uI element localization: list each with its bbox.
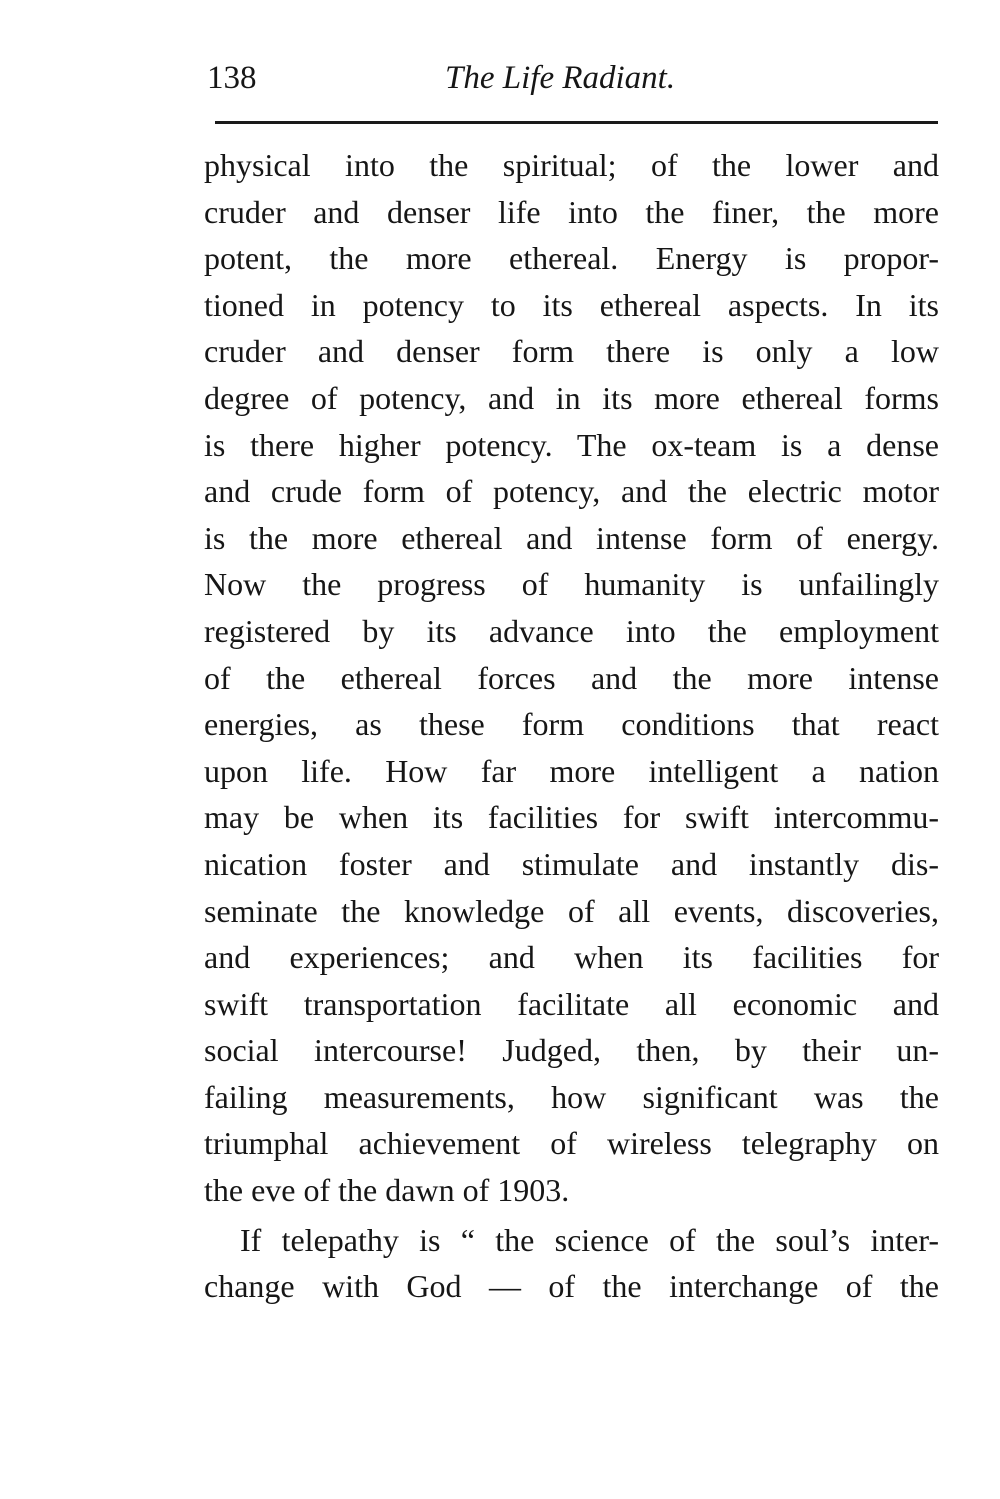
text-line: triumphal achievement of wireless telegraphy on — [204, 1125, 939, 1162]
text-line: tioned in potency to its ethereal aspects. In its — [204, 286, 939, 323]
text-line: of the ethereal forces and the more intense — [204, 659, 939, 696]
text-line: seminate the knowledge of all events, discoveries, — [204, 892, 939, 929]
text-line: nication foster and stimulate and instantly dis- — [204, 845, 939, 882]
paragraph-1 — [204, 142, 939, 1214]
text-line: and crude form of potency, and the electric motor — [204, 473, 939, 510]
page-number: 138 — [207, 60, 257, 96]
text-line: degree of potency, and in its more ethereal forms — [204, 379, 939, 416]
body-text — [204, 142, 939, 1310]
running-head — [205, 56, 940, 106]
text-line: and experiences; and when its facilities for — [204, 939, 939, 976]
text-line: swift transportation facilitate all economic and — [204, 985, 939, 1022]
text-line: physical into the spiritual; of the lower and — [204, 147, 939, 183]
text-line: Now the progress of humanity is unfailingly — [204, 566, 939, 603]
text-line: may be when its facilities for swift intercommu- — [204, 799, 939, 836]
text-line: upon life. How far more intelligent a nation — [204, 752, 939, 789]
text-line: social intercourse! Judged, then, by their un- — [204, 1032, 939, 1069]
text-line: the eve of the dawn of 1903. — [204, 1172, 570, 1209]
text-line: energies, as these form conditions that react — [204, 706, 939, 743]
text-line: potent, the more ethereal. Energy is propor- — [204, 240, 939, 277]
header-rule — [215, 121, 938, 124]
text-line: is the more ethereal and intense form of energy. — [204, 519, 939, 556]
text-line: cruder and denser life into the finer, the more — [204, 193, 939, 230]
text-line: failing measurements, how significant was the — [204, 1078, 939, 1115]
text-line: If telepathy is “ the science of the soul’s inter- — [240, 1221, 939, 1258]
text-line: cruder and denser form there is only a low — [204, 333, 939, 370]
paragraph-2 — [204, 1217, 939, 1310]
text-line: is there higher potency. The ox-team is a dense — [204, 426, 939, 463]
running-title: The Life Radiant. — [445, 60, 676, 96]
text-line: change with God — of the interchange of the — [204, 1268, 939, 1305]
text-line: registered by its advance into the employment — [204, 612, 939, 649]
